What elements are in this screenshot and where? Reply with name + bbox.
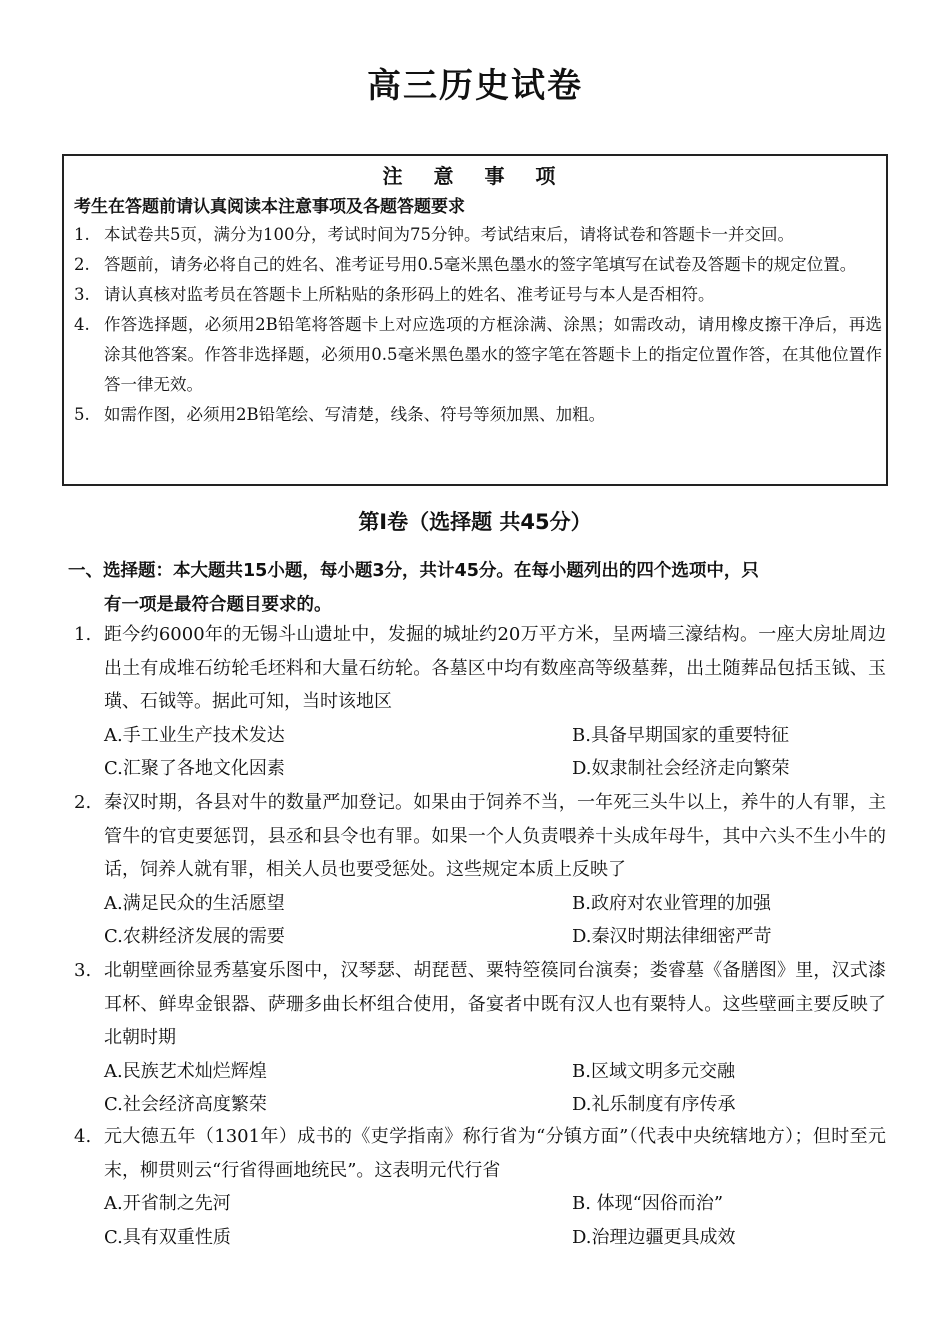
instructions-line-1: 一、选择题：本大题共15小题，每小题3分，共计45分。在每小题列出的四个选项中，只	[68, 561, 759, 581]
option-a: A.开省制之先河	[104, 1193, 231, 1214]
question-options	[74, 1187, 886, 1254]
notice-item	[74, 400, 882, 430]
question-text: 秦汉时期，各县对牛的数量严加登记。如果由于饲养不当，一年死三头牛以上，养牛的人有罪，主管牛的官吏要惩罚，县丞和县令也有罪。如果一个人负责喂养十头成年母牛，其中六头不生小牛的话，饲养人就有罪，相关人员也要受惩处。这些规定本质上反映了	[104, 792, 886, 880]
notice-item-text: 如需作图，必须用2B铅笔绘、写清楚，线条、符号等须加黑、加粗。	[104, 405, 606, 424]
notice-item	[74, 220, 882, 250]
question-number: 2.	[74, 792, 92, 813]
option-c: C.农耕经济发展的需要	[104, 926, 285, 947]
section-instructions	[68, 554, 888, 622]
notice-item-number: 1.	[74, 225, 90, 244]
question-text: 元大德五年（1301年）成书的《吏学指南》称行省为“分镇方面”（代表中央统辖地方）；但时至元末，柳贯则云“行省得画地统民”。这表明元代行省	[104, 1126, 886, 1181]
question-options	[74, 1055, 886, 1122]
question-number: 4.	[74, 1126, 92, 1147]
notice-item-number: 4.	[74, 315, 90, 334]
notice-item-text: 答题前，请务必将自己的姓名、准考证号用0.5毫米黑色墨水的签字笔填写在试卷及答题卡的规定位置。	[104, 255, 857, 274]
notice-item-number: 3.	[74, 285, 90, 304]
notice-item	[74, 310, 882, 400]
option-b: B.区域文明多元交融	[572, 1060, 735, 1082]
question-stem	[74, 786, 886, 887]
notice-item	[74, 280, 882, 310]
question-4	[74, 1120, 886, 1254]
question-number: 3.	[74, 960, 92, 981]
section-title: 第Ⅰ卷（选择题 共45分）	[358, 510, 592, 534]
notice-subheading: 考生在答题前请认真阅读本注意事项及各题答题要求	[74, 197, 465, 217]
question-stem	[74, 618, 886, 719]
question-2	[74, 786, 886, 954]
option-a: A.民族艺术灿烂辉煌	[104, 1060, 267, 1082]
notice-item-number: 2.	[74, 255, 90, 274]
question-3	[74, 954, 886, 1122]
notice-heading: 注 意 事 项	[382, 164, 568, 188]
notice-item	[74, 250, 882, 280]
option-b: B.具备早期国家的重要特征	[572, 724, 789, 746]
option-d: D.治理边疆更具成效	[572, 1226, 736, 1248]
option-b: B. 体现“因俗而治”	[572, 1193, 724, 1214]
question-stem	[74, 1120, 886, 1187]
question-options	[74, 719, 886, 786]
notice-box	[62, 154, 888, 486]
option-c: C.具有双重性质	[104, 1226, 231, 1248]
option-b: B.政府对农业管理的加强	[572, 892, 771, 914]
question-text: 距今约6000年的无锡斗山遗址中，发掘的城址约20万平方米，呈两墙三濠结构。一座大房址周边出土有成堆石纺轮毛坯料和大量石纺轮。各墓区中均有数座高等级墓葬，出土随葬品包括玉钺、玉璜、石钺等。据此可知，当时该地区	[104, 624, 886, 712]
option-d: D.秦汉时期法律细密严苛	[572, 926, 772, 947]
notice-list	[74, 220, 882, 430]
question-text: 北朝壁画徐显秀墓宴乐图中，汉琴瑟、胡琵琶、粟特箜篌同台演奏；娄睿墓《备膳图》里，汉式漆耳杯、鲜卑金银器、萨珊多曲长杯组合使用，备宴者中既有汉人也有粟特人。这些壁画主要反映了北朝时期	[104, 960, 886, 1048]
option-c: C.汇聚了各地文化因素	[104, 758, 285, 779]
option-d: D.奴隶制社会经济走向繁荣	[572, 758, 790, 779]
question-stem	[74, 954, 886, 1055]
notice-item-number: 5.	[74, 405, 90, 424]
question-options	[74, 887, 886, 954]
option-c: C.社会经济高度繁荣	[104, 1094, 267, 1115]
notice-item-text: 作答选择题，必须用2B铅笔将答题卡上对应选项的方框涂满、涂黑；如需改动，请用橡皮擦干净后，再选涂其他答案。作答非选择题，必须用0.5毫米黑色墨水的签字笔在答题卡上的指定位置作答，在其他位置作答一律无效。	[104, 315, 882, 394]
option-d: D.礼乐制度有序传承	[572, 1094, 736, 1115]
notice-item-text: 本试卷共5页，满分为100分，考试时间为75分钟。考试结束后，请将试卷和答题卡一并交回。	[104, 225, 794, 244]
question-number: 1.	[74, 624, 92, 645]
option-a: A.手工业生产技术发达	[104, 724, 285, 746]
question-1	[74, 618, 886, 786]
notice-item-text: 请认真核对监考员在答题卡上所粘贴的条形码上的姓名、准考证号与本人是否相符。	[104, 285, 715, 304]
instructions-line-2: 有一项是最符合题目要求的。	[104, 595, 332, 615]
exam-title: 高三历史试卷	[367, 66, 583, 106]
option-a: A.满足民众的生活愿望	[104, 892, 285, 914]
